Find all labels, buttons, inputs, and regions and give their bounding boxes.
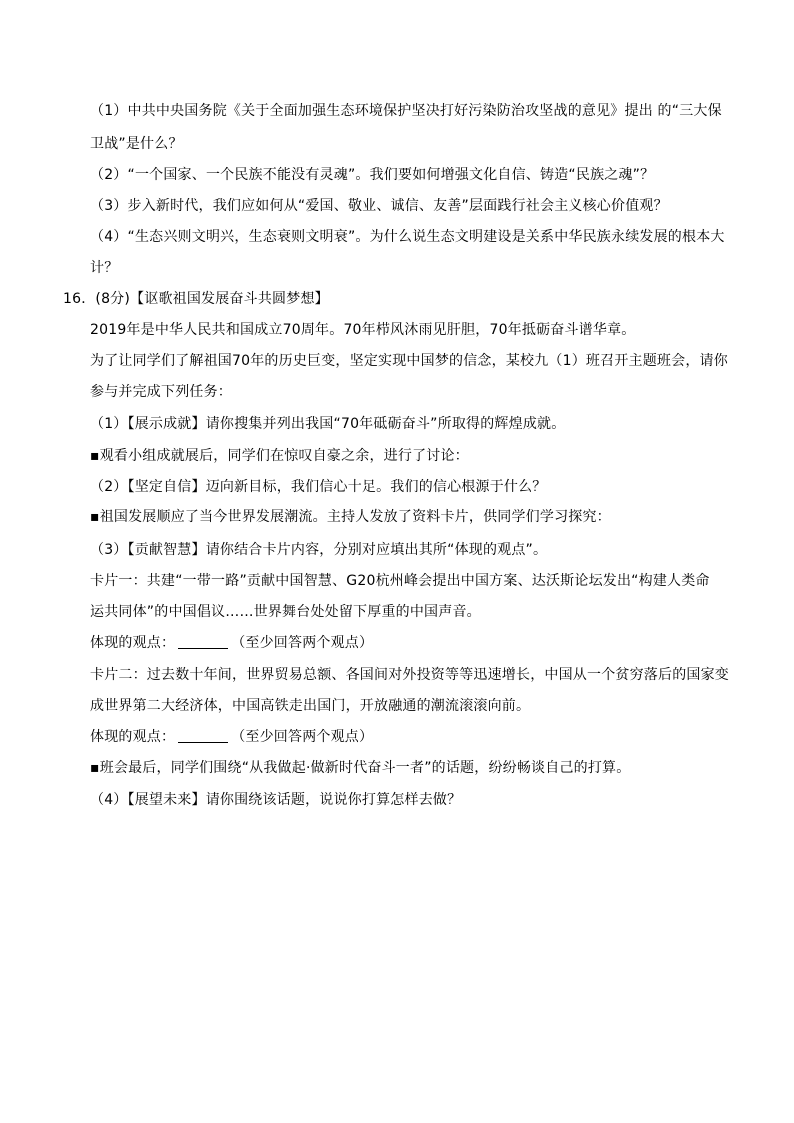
- q16-task1: （1）【展示成就】请你搜集并列出我国“70年砥砺奋斗”所取得的辉煌成就。: [90, 416, 566, 432]
- q16-card2-view: [90, 727, 373, 747]
- q15-sub3: （3）步入新时代，我们应如何从“爱国、敬业、诚信、友善”层面践行社会主义核心价值观？: [90, 198, 668, 214]
- answer-blank[interactable]: [178, 634, 228, 649]
- view-hint: （至少回答两个观点）: [231, 635, 374, 651]
- q15-sub1-line2: 卫战”是什么？: [90, 136, 183, 152]
- q16-bullet1: ▪观看小组成就展后，同学们在惊叹自豪之余，进行了讨论：: [90, 448, 469, 464]
- q16-bullet3: ▪班会最后，同学们围绕“从我做起·做新时代奋斗一者”的话题，纷纷畅谈自己的打算。: [90, 760, 631, 776]
- q16-card1-line2: 运共同体”的中国倡议……世界舞台处处留下厚重的中国声音。: [90, 604, 481, 620]
- q16-intro2-line1: 为了让同学们了解祖国70年的历史巨变，坚定实现中国梦的信念，某校九（1）班召开主题班会，请你: [90, 353, 728, 369]
- view-label: 体现的观点：: [90, 729, 176, 745]
- q16-task4: （4）【展望未来】请你围绕该话题，说说你打算怎样去做？: [90, 792, 462, 808]
- view-label: 体现的观点：: [90, 635, 176, 651]
- q16-intro2-line2: 参与并完成下列任务：: [90, 384, 232, 400]
- q15-sub4-line2: 计？: [90, 260, 119, 276]
- q16-intro1: 2019年是中华人民共和国成立70周年。70年栉风沐雨见肝胆，70年抵砺奋斗谱华章。: [90, 322, 636, 338]
- q16-card2-line1: 卡片二：过去数十年间，世界贸易总额、各国间对外投资等等迅速增长，中国从一个贫穷落后的国家变: [90, 667, 729, 683]
- q16-card1-view: [90, 633, 373, 653]
- q16-header: 16．(8分)【讴歌祖国发展奋斗共圆梦想】: [63, 291, 329, 307]
- q15-sub4-line1: （4）“生态兴则文明兴，生态衰则文明衰”。为什么说生态文明建设是关系中华民族永续发展的根本大: [90, 229, 725, 245]
- q16-task2: （2）【坚定自信】迈向新目标，我们信心十足。我们的信心根源于什么？: [90, 479, 547, 495]
- q16-task3: （3）【贡献智慧】请你结合卡片内容，分别对应填出其所“体现的观点”。: [90, 542, 548, 558]
- q16-card2-line2: 成世界第二大经济体，中国高铁走出国门，开放融通的潮流滚滚向前。: [90, 698, 531, 714]
- q16-bullet2: ▪祖国发展顺应了当今世界发展潮流。主持人发放了资料卡片，供同学们学习探究：: [90, 509, 611, 525]
- q15-sub1-line1: （1）中共中央国务院《关于全面加强生态环境保护坚决打好污染防治攻坚战的意见》提出 的“三大保: [90, 103, 722, 119]
- answer-blank[interactable]: [178, 728, 228, 743]
- q15-sub2: （2）“一个国家、一个民族不能没有灵魂”。我们要如何增强文化自信、铸造“民族之魂”？: [90, 167, 655, 183]
- q16-card1-line1: 卡片一：共建“一带一路”贡献中国智慧、G20杭州峰会提出中国方案、达沃斯论坛发出“构建人类命: [90, 573, 710, 589]
- view-hint: （至少回答两个观点）: [231, 729, 374, 745]
